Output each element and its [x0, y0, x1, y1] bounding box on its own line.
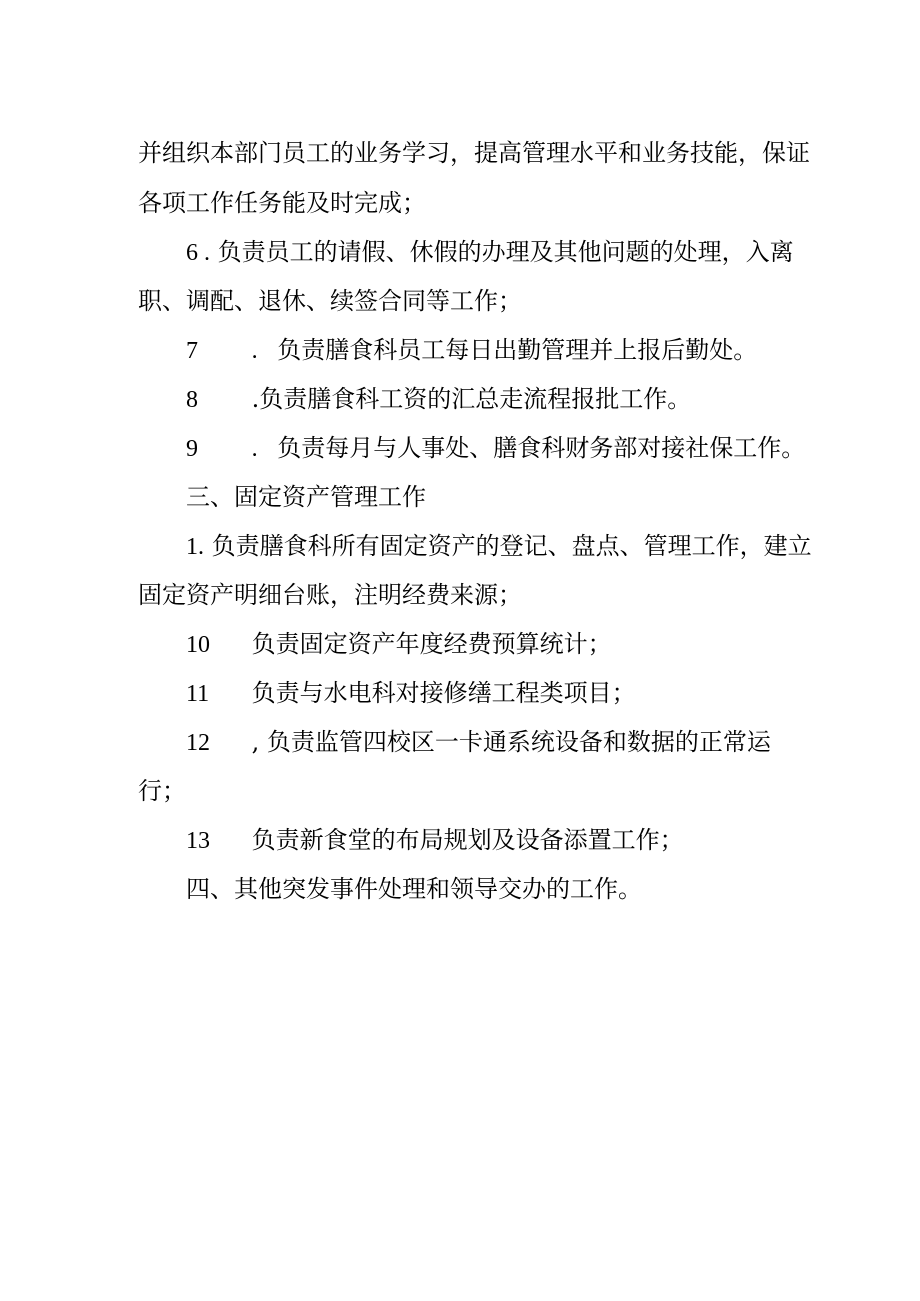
- list-item-10: [186, 629, 612, 659]
- item-number: 12: [186, 730, 210, 756]
- line-text: 行；: [138, 777, 186, 805]
- item-dot: .: [251, 338, 258, 364]
- list-item-9: [186, 433, 805, 463]
- line-text: 四、其他突发事件处理和领导交办的工作。: [186, 875, 642, 903]
- list-item-12: [186, 727, 771, 757]
- line-text: 并组织本部门员工的业务学习，提高管理水平和业务技能，保证: [138, 139, 810, 167]
- item-number: 8: [186, 387, 198, 413]
- list-item-6: [186, 237, 794, 267]
- line-text: 负责固定资产年度经费预算统计；: [251, 630, 612, 658]
- line-text: 职、调配、退休、续签合同等工作；: [138, 287, 522, 315]
- paragraph-line: [138, 188, 426, 218]
- line-text: 负责每月与人事处、膳食科财务部对接社保工作。: [277, 434, 806, 462]
- list-item-1: [186, 531, 812, 561]
- section-heading: [186, 482, 426, 512]
- item-dot: .: [251, 436, 258, 462]
- line-text: 负责员工的请假、休假的办理及其他问题的处理，入离: [217, 238, 794, 266]
- list-item-8: [186, 384, 691, 414]
- line-text: 负责新食堂的布局规划及设备添置工作；: [251, 826, 684, 854]
- line-text: 负责与水电科对接修缮工程类项目；: [251, 679, 636, 707]
- paragraph-line: [138, 286, 522, 316]
- paragraph-line: [138, 138, 810, 168]
- item-number: 1.: [186, 534, 204, 560]
- line-text: 各项工作任务能及时完成；: [138, 189, 426, 217]
- paragraph-line: [138, 776, 186, 806]
- item-number: 7: [186, 338, 198, 364]
- line-text: .负责膳食科工资的汇总走流程报批工作。: [251, 385, 692, 413]
- line-text: 负责膳食科所有固定资产的登记、盘点、管理工作，建立: [211, 532, 812, 560]
- line-text: 负责膳食科员工每日出勤管理并上报后勤处。: [277, 336, 758, 364]
- item-number: 9: [186, 436, 198, 462]
- line-text: , 负责监管四校区一卡通系统设备和数据的正常运: [251, 728, 771, 756]
- list-item-7: [186, 335, 757, 365]
- list-item-13: [186, 825, 684, 855]
- item-number: 6 .: [186, 240, 210, 266]
- paragraph-line: [138, 580, 522, 610]
- item-number: 11: [186, 681, 210, 707]
- line-text: 三、固定资产管理工作: [186, 483, 426, 511]
- list-item-11: [186, 678, 636, 708]
- item-number: 10: [186, 632, 210, 658]
- line-text: 固定资产明细台账，注明经费来源；: [138, 581, 522, 609]
- item-number: 13: [186, 828, 210, 854]
- section-heading: [186, 874, 642, 904]
